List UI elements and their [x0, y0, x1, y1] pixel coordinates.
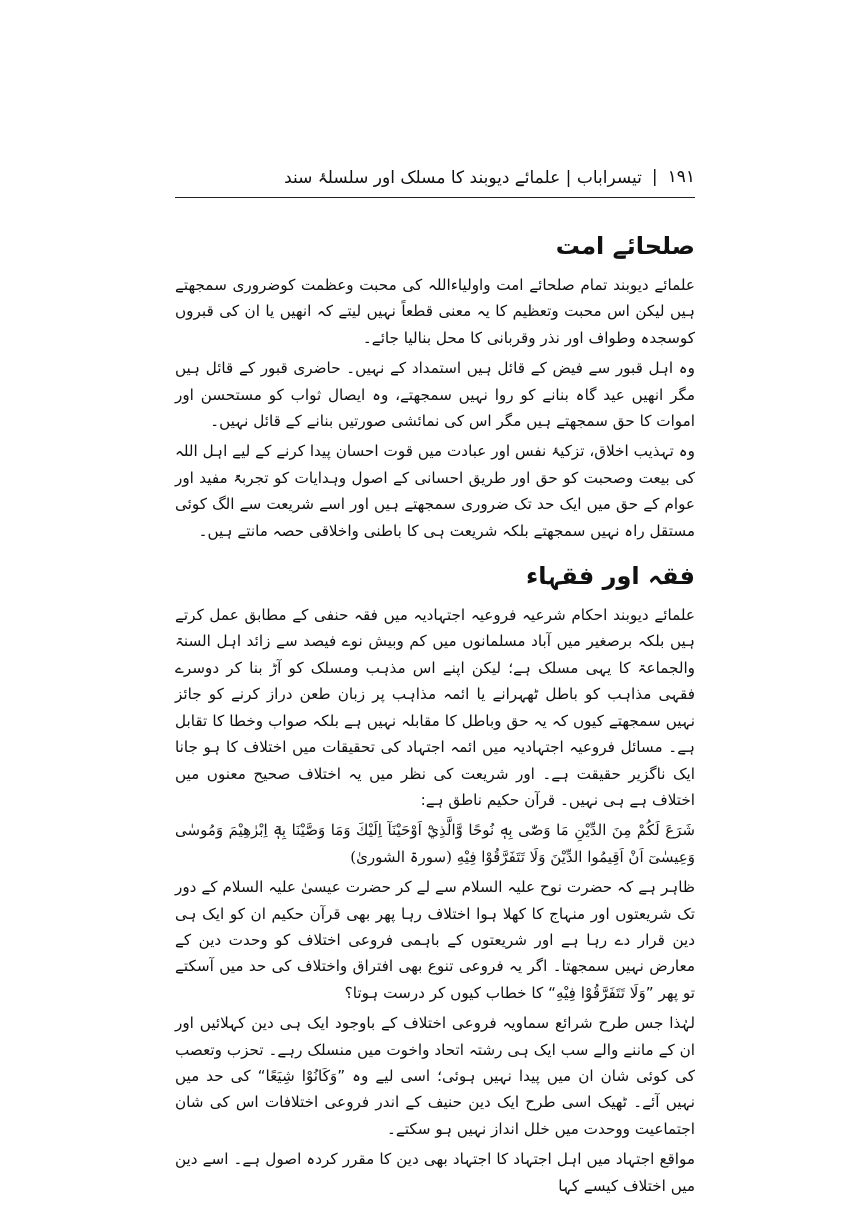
page-body: [175, 222, 695, 1203]
paragraph: وہ تہذیب اخلاق، تزکیۂ نفس اور عبادت میں قوت احسان پیدا کرنے کے لیے اہل اللہ کی بیعت وصحبت کو حق اور طریق احسانی کے اصول وہدایات کو تجربۃً مفید اور عوام کے حق میں ایک حد تک ضروری سمجھتے ہیں اور اسے شریعت سے الگ کوئی مستقل راہ نہیں سمجھتے بلکہ شریعت ہی کا باطنی واخلاقی حصہ مانتے ہیں۔: [175, 442, 695, 540]
paragraph: علمائے دیوبند تمام صلحائے امت واولیاءاللہ کی محبت وعظمت کوضروری سمجھتے ہیں لیکن اس محبت وتعظیم کا یہ معنی قطعاً نہیں لیتے کہ انھیں یا ان کی قبروں کوسجدہ وطواف اور نذر وقربانی کا محل بنالیا جائے۔: [175, 276, 695, 347]
header-rule: [175, 197, 695, 198]
section-heading-saints: صلحائے امت: [555, 232, 695, 260]
paragraph: وہ اہل قبور سے فیض کے قائل ہیں استمداد کے نہیں۔ حاضری قبور کے قائل ہیں مگر انھیں عید گاہ بنانے کو روا نہیں سمجھتے، وہ ایصال ثواب کو مستحسن اور اموات کا حق سمجھتے ہیں مگر اس کی نمائشی صورتیں بنانے کے قائل نہیں۔: [175, 359, 695, 431]
quran-verse: [175, 817, 695, 870]
running-header: [175, 162, 695, 192]
paragraph: مواقع اجتہاد میں اہل اجتہاد کا اجتہاد بھی دین کا مقرر کردہ اصول ہے۔ اسے دین میں اختلاف کیسے کہا: [175, 1150, 695, 1195]
section-heading-fiqh: فقہ اور فقہاء: [525, 562, 695, 591]
page-number: ۱۹۱: [667, 167, 695, 187]
quran-reference: (سورۃ الشوریٰ): [350, 847, 452, 866]
header-separator: |: [651, 167, 658, 187]
chapter-title: تیسراباب | علمائے دیوبند کا مسلک اور سلسلۂ سند: [284, 167, 642, 188]
quran-text: شَرَعَ لَكُمْ مِنَ الدِّيْنِ مَا وَصّٰى بِهٖ نُوحًا وَّالَّذِيْٓ اَوْحَيْنَآ اِلَيْكَ وَمَا وَصَّيْنَا بِهٖٓ اِبْرٰهِيْمَ وَمُوسٰى وَعِيسٰىٓ اَنْ اَقِيمُوا الدِّيْنَ وَلَا تَتَفَرَّقُوْا فِيْهِ: [175, 821, 695, 866]
paragraph: لہٰذا جس طرح شرائع سماویہ فروعی اختلاف کے باوجود ایک ہی دین کہلائیں اور ان کے ماننے والے سب ایک ہی رشتہ اتحاد واخوت میں منسلک رہے۔ تحزب وتعصب کی کوئی شان ان میں پیدا نہیں ہوئی؛ اسی لیے وہ ”وَكَانُوْا شِيَعًا“ کی حد میں نہیں آئے۔ ٹھیک اسی طرح ایک دین حنیف کے اندر فروعی اختلافات اس کی شان اجتماعیت ووحدت میں خلل انداز نہیں ہو سکتے۔: [175, 1014, 695, 1138]
paragraph: ظاہر ہے کہ حضرت نوح علیہ السلام سے لے کر حضرت عیسیٰ علیہ السلام کے دور تک شریعتوں اور منہاج کا کھلا ہوا اختلاف رہا پھر بھی قرآن حکیم ان کو ایک ہی دین قرار دے رہا ہے اور شریعتوں کے باہمی فروعی اختلاف کو وحدت دین کے معارض نہیں سمجھتا۔ اگر یہ فروعی تنوع بھی افتراق واختلاف کی حد میں آسکتے تو پھر ”وَلَا تَتَفَرَّقُوْا فِيْهِ“ کا خطاب کیوں کر درست ہوتا؟: [175, 878, 695, 1002]
paragraph: علمائے دیوبند احکام شرعیہ فروعیہ اجتہادیہ میں فقہ حنفی کے مطابق عمل کرتے ہیں بلکہ برصغیر میں آباد مسلمانوں میں کم وبیش نوے فیصد سے زائد اہل السنۃ والجماعۃ کا یہی مسلک ہے؛ لیکن اپنے اس مذہب ومسلک کو آڑ بنا کر دوسرے فقہی مذاہب کو باطل ٹھہرانے یا ائمہ مذاہب پر زبان طعن دراز کرنے کو جائز نہیں سمجھتے کیوں کہ یہ حق وباطل کا مقابلہ نہیں ہے بلکہ صواب وخطا کا تقابل ہے۔ مسائل فروعیہ اجتہادیہ میں ائمہ اجتہاد کی تحقیقات میں اختلاف کا ہو جانا ایک ناگزیر حقیقت ہے۔ اور شریعت کی نظر میں یہ اختلاف صحیح معنوں میں اختلاف ہے ہی نہیں۔ قرآن حکیم ناطق ہے:: [175, 606, 695, 809]
